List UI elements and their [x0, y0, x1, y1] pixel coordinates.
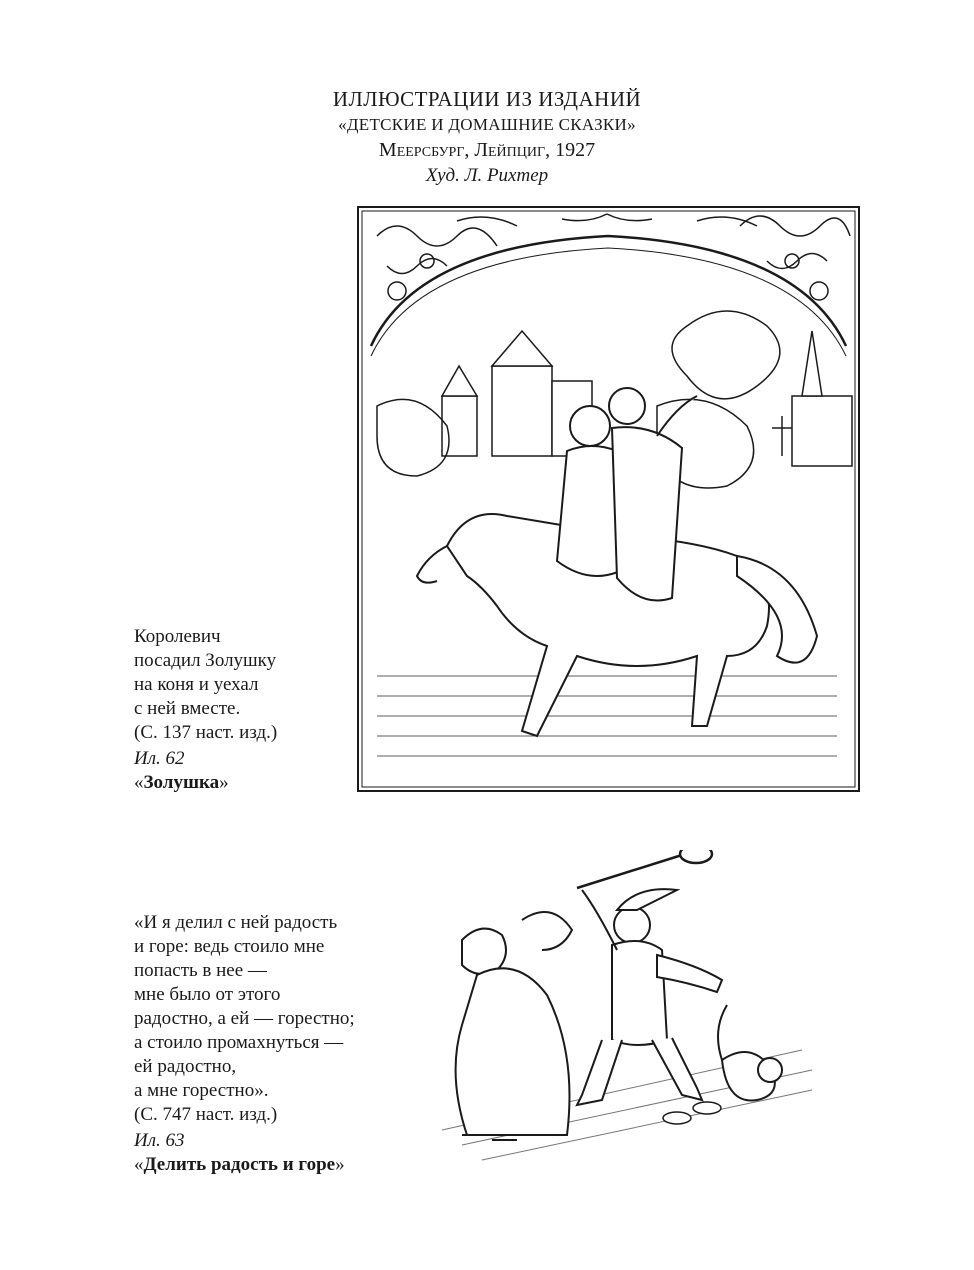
- caption-illustration-63: [134, 911, 355, 1177]
- page-header: [0, 86, 974, 189]
- caption-line: на коня и уехал: [134, 674, 259, 695]
- caption-line: с ней вместе.: [134, 698, 241, 719]
- heading-series: «ДЕТСКИЕ И ДОМАШНИЕ СКАЗКИ»: [338, 115, 636, 134]
- caption-line: Королевич: [134, 626, 221, 647]
- caption-line: радостно, а ей — горестно;: [134, 1008, 355, 1029]
- illustration-title: «Делить радость и горе»: [134, 1154, 345, 1175]
- illustration-cinderella: [357, 206, 860, 792]
- caption-line: ей радостно,: [134, 1056, 237, 1077]
- caption-line: и горе: ведь стоило мне: [134, 936, 325, 957]
- caption-line: а мне горестно».: [134, 1080, 269, 1101]
- caption-line: посадил Золушку: [134, 650, 277, 671]
- heading-artist: Худ. Л. Рихтер: [425, 165, 549, 186]
- illustration-title-text: Делить радость и горе: [143, 1154, 336, 1175]
- illustration-number: Ил. 62: [134, 748, 185, 769]
- illustration-share-joy-and-sorrow: [422, 850, 814, 1162]
- illustration-number: Ил. 63: [134, 1130, 185, 1151]
- caption-line: попасть в нее —: [134, 960, 267, 981]
- heading-title: ИЛЛЮСТРАЦИИ ИЗ ИЗДАНИЙ: [332, 87, 642, 111]
- caption-line: (С. 137 наст. изд.): [134, 722, 278, 743]
- illustration-title: «Золушка»: [134, 772, 229, 793]
- caption-line: мне было от этого: [134, 984, 281, 1005]
- caption-line: «И я делил с ней радость: [134, 912, 338, 933]
- illustration-title-text: Золушка: [143, 772, 220, 793]
- caption-illustration-62: [134, 625, 277, 795]
- caption-line: (С. 747 наст. изд.): [134, 1104, 278, 1125]
- caption-line: а стоило промахнуться —: [134, 1032, 344, 1053]
- heading-publication: Меерсбург, Лейпциг, 1927: [378, 139, 596, 161]
